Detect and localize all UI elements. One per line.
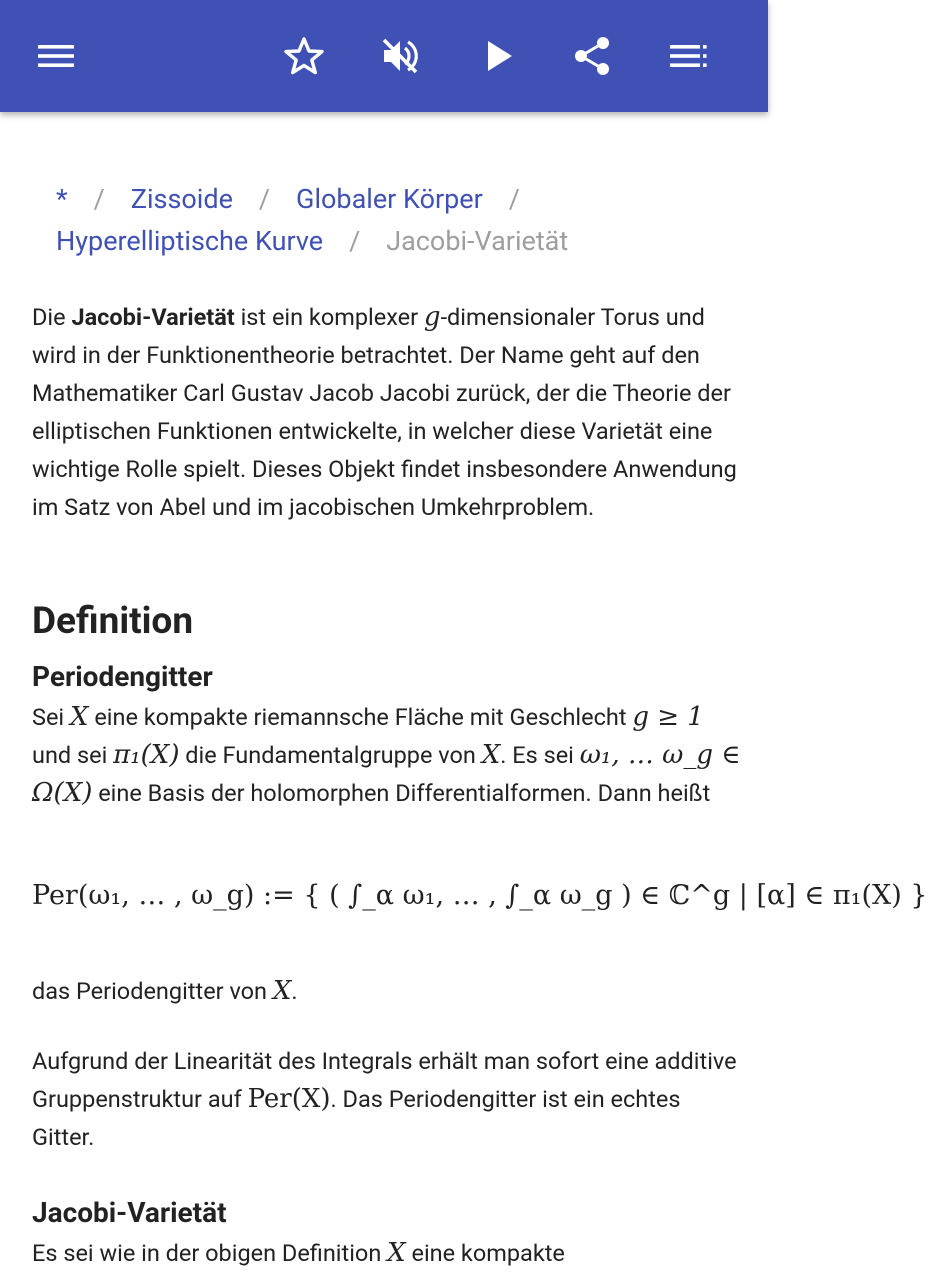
text: . Das Periodengitter ist ein echtes Gitter. [32,1085,681,1151]
lattice-paragraph [32,1042,748,1156]
intro-text: Die [32,303,72,331]
text: Sei [32,703,70,731]
math-genus-condition: g ≥ 1 [632,702,704,732]
app-bar [0,0,768,112]
jacobi-paragraph [32,1234,748,1272]
star-outline-icon[interactable] [280,32,328,80]
text: Es sei wie in der obigen Definition [32,1239,388,1267]
text: . [291,977,298,1005]
volume-off-icon[interactable] [376,32,424,80]
play-icon[interactable] [474,32,522,80]
text: eine Basis der holomorphen Differentialformen. Dann heißt [92,779,711,807]
intro-text: -dimensionaler Torus und wird in der Funktionentheorie betrachtet. Der Name geht auf den Mathematiker Carl Gustav Jacob Jacobi zurück, der die Theorie der elliptischen Funktionen entwickelte, in welcher diese Varietät eine wichtige Rolle spielt. Dieses Objekt findet insbesondere Anwendung im Satz von Abel und im jacobischen Umkehrproblem. [32,303,737,521]
intro-text: ist ein komplexer [234,303,424,331]
math-g: g [423,302,441,332]
breadcrumb-current: Jacobi-Varietät [386,225,569,257]
breadcrumb-item-zissoide[interactable]: Zissoide [130,183,233,215]
period-lattice-formula: Per(ω₁, … , ω_g) := { ( ∫_α ω₁, … , ∫_α ω_g ) ∈ ℂ^g | [α] ∈ π₁(X) } [32,880,928,911]
math-basis: ω₁, … ω_g ∈ Ω(X) [32,740,741,808]
math-per-x: Per(X) [247,1084,331,1114]
section-heading: Definition [32,600,194,643]
text: eine kompakte riemannsche Fläche mit Geschlecht [88,703,633,731]
math-x: X [69,702,89,732]
subsection-heading: Periodengitter [32,660,213,693]
breadcrumb-separator: / [508,183,520,215]
playlist-icon[interactable] [664,32,712,80]
breadcrumb-item-home[interactable]: * [56,183,68,215]
math-x: X [387,1238,406,1268]
formula-caption [32,972,748,1010]
text: und sei [32,741,114,769]
breadcrumb-separator: / [93,183,105,215]
breadcrumb-separator: / [349,225,361,257]
math-x: X [481,740,501,770]
text: Aufgrund der Linearität des Integrals erhält man sofort eine additive Gruppenstruktur auf [32,1047,737,1113]
subsection-heading: Jacobi-Varietät [32,1196,227,1229]
math-fundamental-group: π₁(X) [113,740,180,770]
breadcrumb-item-globaler-koerper[interactable]: Globaler Körper [296,183,483,215]
text: das Periodengitter von [32,977,273,1005]
share-icon[interactable] [568,32,616,80]
text: . Es sei [500,741,580,769]
breadcrumb-item-hyperelliptische-kurve[interactable]: Hyperelliptische Kurve [56,225,324,257]
definition-paragraph [32,698,748,812]
intro-paragraph [32,298,748,526]
text: eine kompakte [405,1239,565,1267]
breadcrumb-separator: / [258,183,271,215]
article-term: Jacobi-Varietät [71,303,235,331]
breadcrumb [56,178,656,262]
math-x: X [272,976,292,1006]
text: die Fundamentalgruppe von [179,741,482,769]
menu-icon[interactable] [32,32,80,80]
